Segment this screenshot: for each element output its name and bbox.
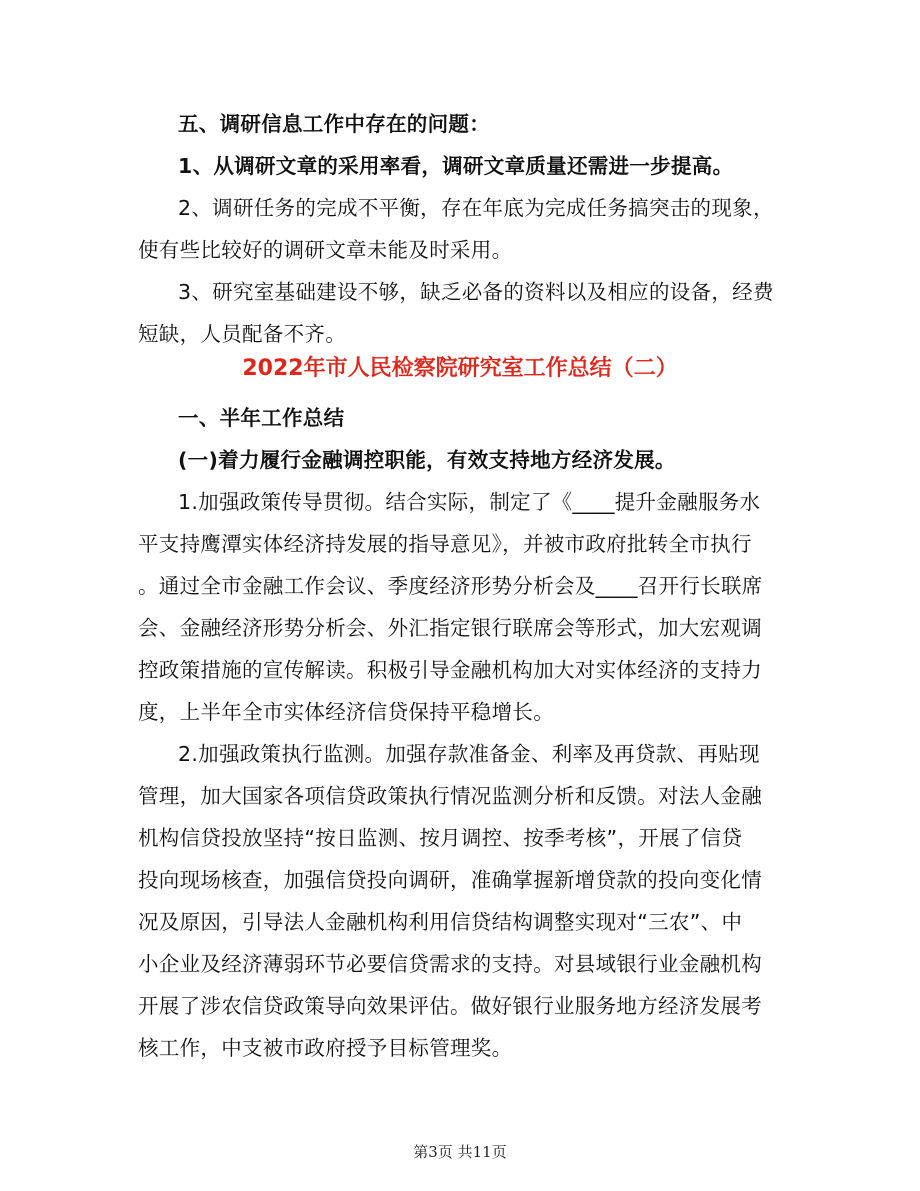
section-five-item-3-line-1: 3、研究室基础建设不够，缺乏必备的资料以及相应的设备，经费 (178, 280, 774, 304)
para1-line: 控政策措施的宣传解读。积极引导金融机构加大对实体经济的支持力 (138, 658, 762, 682)
para1-line: 度，上半年全市实体经济信贷保持平稳增长。 (138, 700, 554, 724)
document-title: 2022年市人民检察院研究室工作总结（二） (242, 356, 678, 381)
para2-line: 开展了涉农信贷政策导向效果评估。做好银行业服务地方经济发展考 (138, 994, 762, 1018)
section-one-subheading: (一)着力履行金融调控职能，有效支持地方经济发展。 (178, 448, 676, 472)
para2-line: 管理，加大国家各项信贷政策执行情况监测分析和反馈。对法人金融 (138, 784, 762, 808)
para1-line: 。通过全市金融工作会议、季度经济形势分析会及____召开行长联席 (138, 574, 763, 598)
para2-line: 2.加强政策执行监测。加强存款准备金、利率及再贷款、再贴现 (178, 742, 760, 766)
section-five-item-2-line-2: 使有些比较好的调研文章未能及时采用。 (138, 238, 513, 262)
para2-line: 投向现场核查，加强信贷投向调研，准确掌握新增贷款的投向变化情 (138, 868, 762, 892)
para1-line: 平支持鹰潭实体经济持发展的指导意见》，并被市政府批转全市执行 (138, 532, 752, 556)
para2-line: 况及原因，引导法人金融机构利用信贷结构调整实现对“三农”、中 (138, 910, 743, 934)
section-five-item-3-line-2: 短缺，人员配备不齐。 (138, 322, 346, 346)
section-five-item-2-line-1: 2、调研任务的完成不平衡，存在年底为完成任务搞突击的现象， (178, 196, 774, 220)
para2-line: 小企业及经济薄弱环节必要信贷需求的支持。对县域银行业金融机构 (138, 952, 762, 976)
para1-line: 会、金融经济形势分析会、外汇指定银行联席会等形式，加大宏观调 (138, 616, 762, 640)
section-one-heading: 一、半年工作总结 (178, 406, 345, 430)
para1-line: 1.加强政策传导贯彻。结合实际，制定了《____提升金融服务水 (178, 490, 761, 514)
page-number-footer: 第3页 共11页 (413, 1143, 507, 1161)
para2-line: 核工作，中支被市政府授予目标管理奖。 (138, 1036, 513, 1060)
para2-line: 机构信贷投放坚持“按日监测、按月调控、按季考核”，开展了信贷 (138, 826, 743, 850)
section-five-item-1: 1、从调研文章的采用率看，调研文章质量还需进一步提高。 (178, 154, 734, 178)
section-five-heading: 五、调研信息工作中存在的问题： (178, 112, 490, 136)
